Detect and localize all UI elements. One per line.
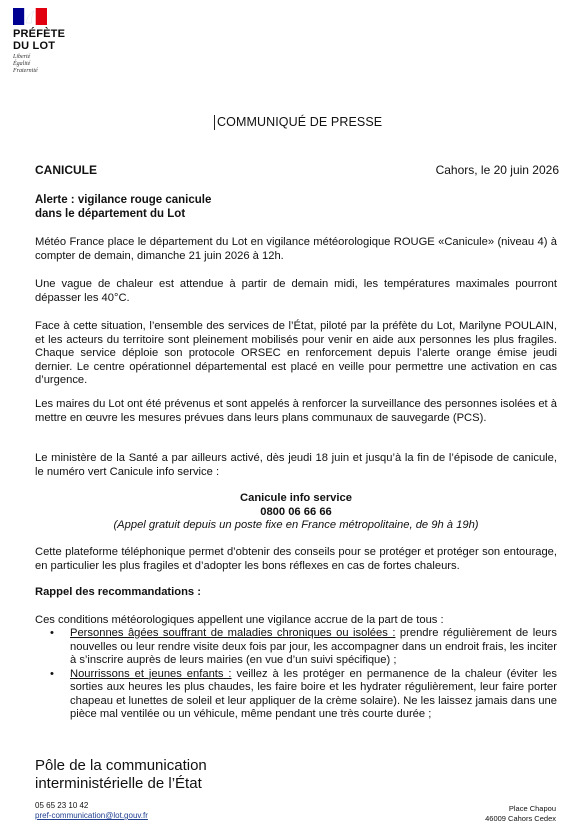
service-info-block	[35, 492, 557, 533]
footer-address	[485, 804, 556, 823]
paragraph-state-services: Face à cette situation, l’ensemble des services de l’État, piloté par la préfète du Lot, Marilyne POULAIN, et les acteurs du territoire sont pleinement mobilisés pour venir en aide aux personnes les plus fragiles. Chaque service déploie son protocole ORSEC en renforcement depuis l’alerte orange émise jeudi dernier. Le centre opérationnel départemental est placé en veille pour permettre une activation en cas d’urgence.	[35, 320, 557, 386]
paragraph-heatwave: Une vague de chaleur est attendue à partir de demain midi, les températures maximales pourront dépasser les 40°C.	[35, 278, 557, 304]
footer-email-link[interactable]: pref-communication@lot.gouv.fr	[35, 811, 148, 820]
recommendation-text-elderly: prendre régulièrement de leurs nouvelles ou leur rendre visite deux fois par jour, les accompagner dans un endroit frais, les inciter à s’inscrire auprès de leurs mairies (en vue d’un suivi spécifique) ;	[70, 627, 558, 666]
prefecture-name-line1: PRÉFÈTE	[13, 28, 66, 40]
place-date: Cahors, le 20 juin 2026	[435, 163, 559, 177]
document-subject: CANICULE	[35, 163, 97, 177]
alert-title-line1: Alerte : vigilance rouge canicule	[35, 194, 212, 206]
recommendation-label-children: Nourrissons et jeunes enfants :	[70, 667, 232, 680]
alert-title	[35, 193, 211, 221]
motto-egalite: Égalité	[13, 61, 31, 67]
footer-address-line2: 46009 Cahors Cedex	[485, 813, 556, 823]
footer-address-line1: Place Chapou	[508, 804, 556, 813]
recommendation-text-children: veillez à les protéger en permanence de la chaleur (éviter les sorties aux heures les plus chaudes, les faire boire et les hydrater régulièrement, leur faire porter chapeau et lunettes de soleil et leur appliquer de la crème solaire). Ne les laissez jamais dans une pièce mal ventilée ou un véhicule, même pendant une très courte durée ;	[70, 667, 557, 720]
paragraph-health-ministry: Le ministère de la Santé a par ailleurs activé, dès jeudi 18 juin et jusqu’à la fin de l’épisode de canicule, le numéro vert Canicule info service :	[35, 452, 557, 478]
alert-title-line2: dans le département du Lot	[35, 208, 186, 220]
service-phone[interactable]: 0800 06 66 66	[260, 505, 332, 518]
recommendations-intro: Ces conditions météorologiques appellent une vigilance accrue de la part de tous :	[35, 614, 444, 626]
motto-fraternite: Fraternité	[13, 68, 38, 74]
republic-motto	[13, 54, 38, 75]
paragraph-platform: Cette plateforme téléphonique permet d’obtenir des conseils pour se protéger et protéger son entourage, en particulier les plus fragiles et d’adopter les bons réflexes en cas de fortes chaleurs.	[35, 546, 557, 572]
bullet-icon: •	[50, 627, 54, 639]
recommendations-list	[35, 627, 557, 722]
service-name: Canicule info service	[240, 492, 352, 504]
marianne-flag-icon	[13, 8, 47, 25]
bullet-icon: •	[50, 667, 54, 680]
prefecture-name	[13, 28, 65, 52]
footer-title-line1: Pôle de la communication	[35, 757, 207, 774]
motto-liberte: Liberté	[13, 54, 31, 60]
prefecture-logo	[13, 8, 83, 83]
paragraph-mayors: Les maires du Lot ont été prévenus et sont appelés à renforcer la surveillance des personnes isolées et à mettre en œuvre les mesures prévues dans leurs plans communaux de sauvegarde (PCS).	[35, 398, 557, 424]
footer-title-line2: interministérielle de l’État	[35, 775, 202, 792]
service-note: (Appel gratuit depuis un poste fixe en France métropolitaine, de 9h à 19h)	[113, 519, 479, 531]
list-item	[35, 627, 557, 668]
recommendations-heading: Rappel des recommandations :	[35, 586, 201, 598]
footer-title	[35, 757, 207, 793]
footer-phone[interactable]: 05 65 23 10 42	[35, 801, 89, 810]
flag-svg	[13, 8, 47, 25]
list-item	[35, 668, 557, 722]
document-type: COMMUNIQUÉ DE PRESSE	[214, 115, 382, 130]
recommendation-label-elderly: Personnes âgées souffrant de maladies chroniques ou isolées :	[70, 627, 396, 639]
paragraph-vigilance: Météo France place le département du Lot en vigilance météorologique ROUGE «Canicule» (niveau 4) à compter de demain, dimanche 21 juin 2026 à 12h.	[35, 236, 557, 262]
prefecture-name-line2: DU LOT	[13, 40, 56, 52]
